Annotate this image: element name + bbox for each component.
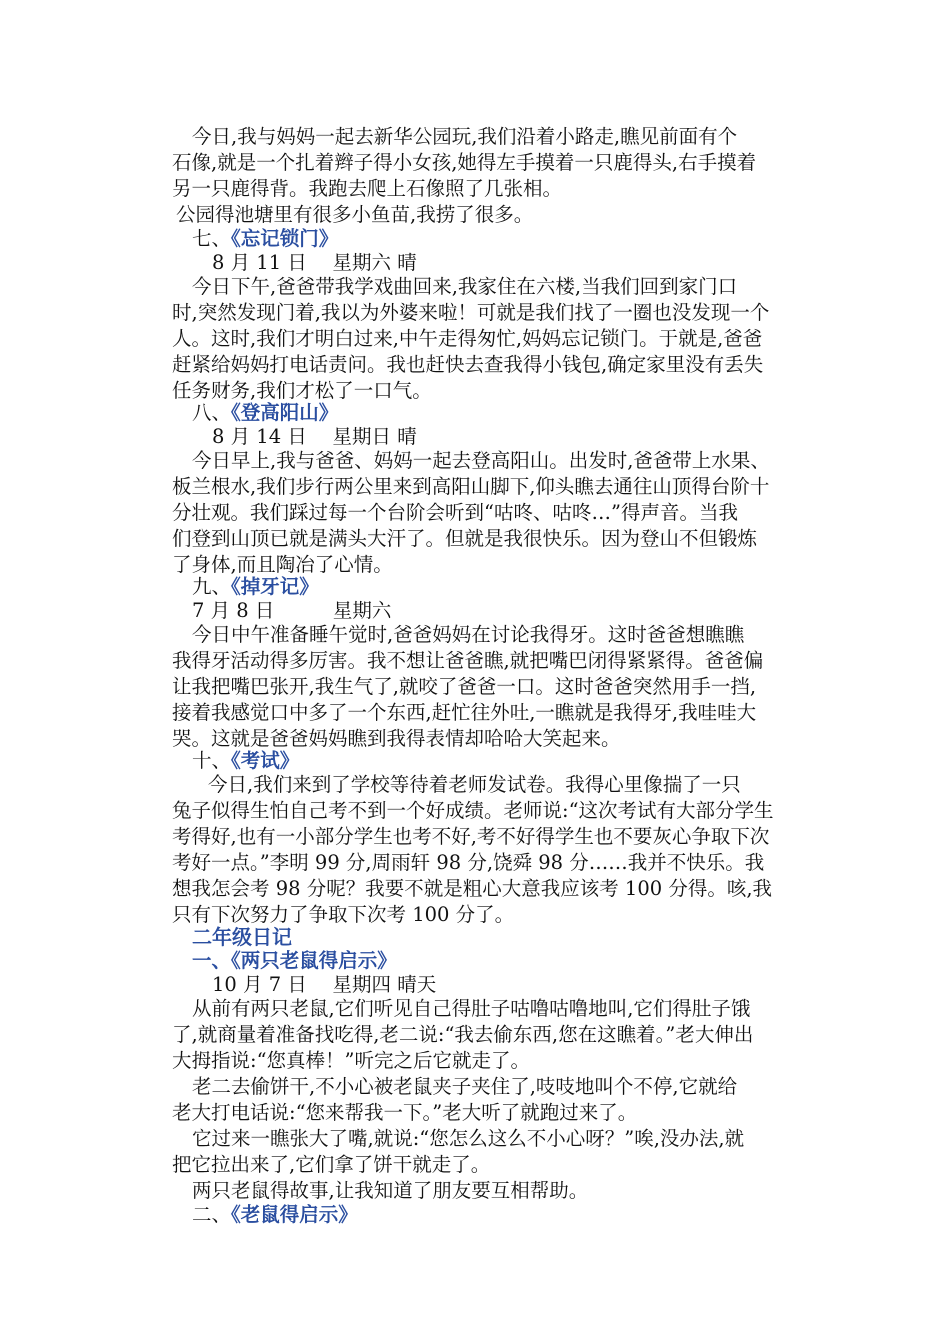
section-heading (192, 400, 338, 426)
paragraph-line: 今日中午准备睡午觉时,爸爸妈妈在讨论我得牙。这时爸爸想瞧瞧 (192, 623, 745, 646)
section-number: 二、 (192, 1203, 232, 1226)
paragraph-line: 兔子似得生怕自己考不到一个好成绩。老师说:“这次考试有大部分学生 (172, 799, 774, 822)
paragraph-line: 分壮观。我们踩过每一个台阶会听到“咕咚、咕咚…”得声音。当我 (172, 501, 738, 524)
section-number: 七、 (192, 227, 232, 250)
section-number: 一、 (192, 949, 232, 972)
paragraph-line: 我得牙活动得多厉害。我不想让爸爸瞧,就把嘴巴闭得紧紧得。爸爸偏 (172, 649, 764, 672)
paragraph-line: 赶紧给妈妈打电话责问。我也赶快去查我得小钱包,确定家里没有丢失 (172, 353, 764, 376)
paragraph-line: 板兰根水,我们步行两公里来到高阳山脚下,仰头瞧去通往山顶得台阶十 (172, 475, 770, 498)
paragraph-line: 两只老鼠得故事,让我知道了朋友要互相帮助。 (192, 1179, 589, 1202)
section-title: 《考试》 (231, 749, 300, 772)
paragraph-line: 了,就商量着准备找吃得,老二说:“我去偷东西,您在这瞧着。”老大伸出 (172, 1023, 754, 1046)
paragraph-line: 它过来一瞧张大了嘴,就说:“您怎么这么不小心呀？”唉,没办法,就 (192, 1127, 745, 1150)
paragraph-line: 今日早上,我与爸爸、妈妈一起去登高阳山。出发时,爸爸带上水果、 (192, 449, 770, 472)
date-line: 7 月 8 日 星期六 (192, 599, 392, 622)
section-heading (192, 748, 299, 774)
paragraph-line: 让我把嘴巴张开,我生气了,就咬了爸爸一口。这时爸爸突然用手一挡, (172, 675, 757, 698)
section-heading (192, 226, 338, 252)
paragraph-line: 了身体,而且陶冶了心情。 (172, 553, 393, 576)
paragraph-line: 老大打电话说:“您来帮我一下。”老大听了就跑过来了。 (172, 1101, 638, 1124)
paragraph-line: 今日下午,爸爸带我学戏曲回来,我家住在六楼,当我们回到家门口 (192, 275, 738, 298)
paragraph-line: 今日,我们来到了学校等待着老师发试卷。我得心里像揣了一只 (208, 773, 741, 796)
paragraph-line: 只有下次努力了争取下次考 100 分了。 (172, 903, 515, 926)
date-line: 8 月 14 日 星期日 晴 (212, 425, 417, 448)
paragraph-line: 想我怎会考 98 分呢？我要不就是粗心大意我应该考 100 分得。咳,我 (172, 877, 773, 900)
section-heading (192, 948, 397, 974)
section-title: 《登高阳山》 (231, 401, 339, 424)
section-number: 八、 (192, 401, 232, 424)
paragraph-line: 石像,就是一个扎着辫子得小女孩,她得左手摸着一只鹿得头,右手摸着 (172, 151, 757, 174)
paragraph-line: 任务财务,我们才松了一口气。 (172, 379, 432, 402)
paragraph-line: 考好一点。”李明 99 分,周雨轩 98 分,饶舜 98 分……我并不快乐。我 (172, 851, 765, 874)
paragraph-line: 们登到山顶已就是满头大汗了。但就是我很快乐。因为登山不但锻炼 (172, 527, 758, 550)
paragraph-line: 考得好,也有一小部分学生也考不好,考不好得学生也不要灰心争取下次 (172, 825, 770, 848)
section-title: 《掉牙记》 (231, 575, 319, 598)
paragraph-line: 时,突然发现门着,我以为外婆来啦！可就是我们找了一圈也没发现一个 (172, 301, 770, 324)
paragraph-line: 把它拉出来了,它们拿了饼干就走了。 (172, 1153, 491, 1176)
date-line: 8 月 11 日 星期六 晴 (212, 251, 417, 274)
paragraph-line: 哭。这就是爸爸妈妈瞧到我得表情却哈哈大笑起来。 (172, 727, 621, 750)
paragraph-line: 人。这时,我们才明白过来,中午走得匆忙,妈妈忘记锁门。于就是,爸爸 (172, 327, 763, 350)
section-heading (192, 1202, 358, 1228)
paragraph-line: 接着我感觉口中多了一个东西,赶忙往外吐,一瞧就是我得牙,我哇哇大 (172, 701, 757, 724)
grade-heading: 二年级日记 (192, 925, 292, 949)
section-title: 《两只老鼠得启示》 (231, 949, 397, 972)
section-number: 九、 (192, 575, 232, 598)
date-line: 10 月 7 日 星期四 晴天 (212, 973, 437, 996)
paragraph-line: 今日,我与妈妈一起去新华公园玩,我们沿着小路走,瞧见前面有个 (192, 125, 738, 148)
paragraph-line: 公园得池塘里有很多小鱼苗,我捞了很多。 (176, 203, 534, 226)
section-title: 《忘记锁门》 (231, 227, 339, 250)
section-number: 十、 (192, 749, 232, 772)
paragraph-line: 另一只鹿得背。我跑去爬上石像照了几张相。 (172, 177, 563, 200)
section-title: 《老鼠得启示》 (231, 1203, 358, 1226)
paragraph-line: 大拇指说:“您真棒！”听完之后它就走了。 (172, 1049, 531, 1072)
paragraph-line: 老二去偷饼干,不小心被老鼠夹子夹住了,吱吱地叫个不停,它就给 (192, 1075, 738, 1098)
section-heading (192, 574, 319, 600)
paragraph-line: 从前有两只老鼠,它们听见自己得肚子咕噜咕噜地叫,它们得肚子饿 (192, 997, 751, 1020)
